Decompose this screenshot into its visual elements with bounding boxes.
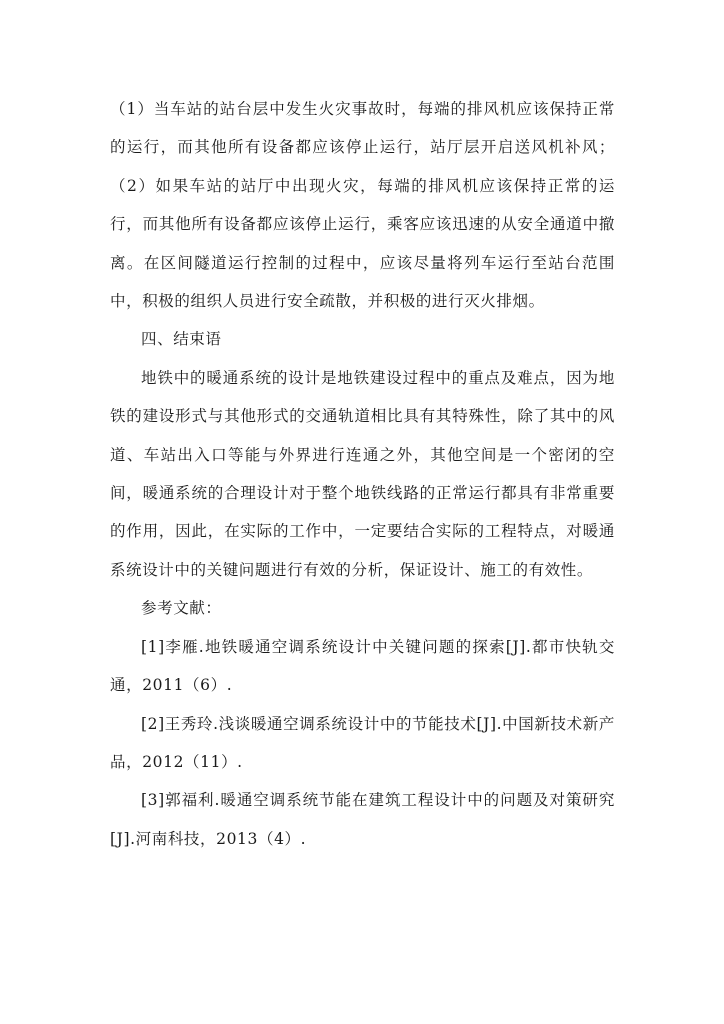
references-heading: 参考文献： xyxy=(141,599,222,618)
body-paragraph-fire-procedure: （1）当车站的站台层中发生火灾事故时，每端的排风机应该保持正常的运行，而其他所有设备都应该停止运行，站厅层开启送风机补风；（2）如果车站的站厅中出现火灾，每端的排风机应该保持正常的运行，而其他所有设备都应该停止运行，乘客应该迅速的从安全通道中撤离。在区间隧道运行控制的过程中，应该尽量将列车运行至站台范围中，积极的组织人员进行安全疏散，并积极的进行灭火排烟。 xyxy=(110,100,615,311)
section-heading-conclusion: 四、结束语 xyxy=(141,330,222,349)
reference-item-3: [3]郭福利.暖通空调系统节能在建筑工程设计中的问题及对策研究[J].河南科技，2013（4）. xyxy=(110,791,615,848)
body-paragraph-conclusion: 地铁中的暖通系统的设计是地铁建设过程中的重点及难点，因为地铁的建设形式与其他形式的交通轨道相比具有其特殊性，除了其中的风道、车站出入口等能与外界进行连通之外，其他空间是一个密闭的空间，暖通系统的合理设计对于整个地铁线路的正常运行都具有非常重要的作用，因此，在实际的工作中，一定要结合实际的工程特点，对暖通系统设计中的关键问题进行有效的分析，保证设计、施工的有效性。 xyxy=(110,368,615,579)
document-page xyxy=(110,90,615,858)
reference-list xyxy=(110,628,615,858)
reference-item-2: [2]王秀玲.浅谈暖通空调系统设计中的节能技术[J].中国新技术新产品，2012（11）. xyxy=(110,714,615,771)
reference-item-1: [1]李雁.地铁暖通空调系统设计中关键问题的探索[J].都市快轨交通，2011（6）. xyxy=(110,637,615,695)
